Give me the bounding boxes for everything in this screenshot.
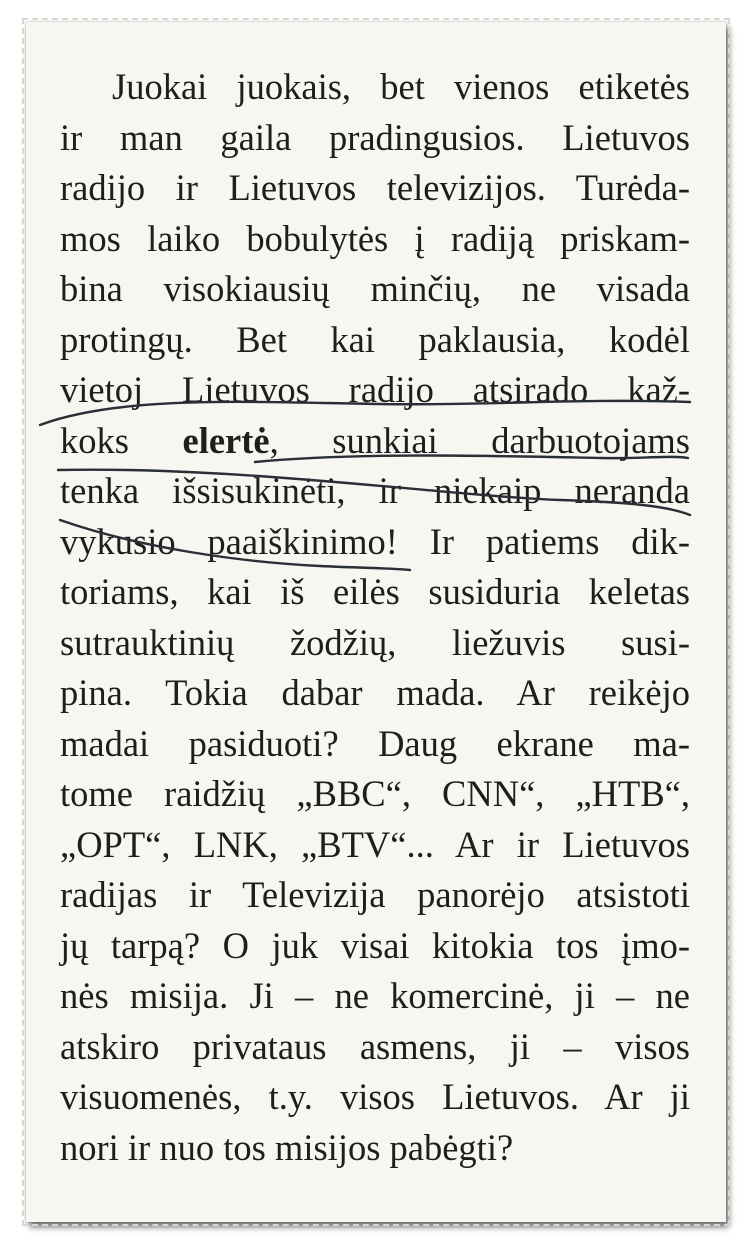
text-line: madai pasiduoti? Daug ekrane ma-: [60, 722, 690, 764]
text-line: sutrauktinių žodžių, liežuvis susi-: [60, 621, 690, 663]
text-line: Juokai juokais, bet vienos etiketės: [112, 66, 690, 107]
text-line: visuomenės, t.y. visos Lietuvos. Ar ji: [60, 1076, 690, 1117]
text-line: atskiro privataus asmens, ji – visos: [60, 1025, 690, 1067]
text-line: tome raidžių „BBC“, CNN“, „HTB“,: [60, 773, 690, 814]
text-line: pina. Tokia dabar mada. Ar reikėjo: [60, 672, 690, 713]
text-line: toriams, kai iš eilės susiduria keletas: [60, 571, 690, 612]
text-line: bina visokiausių minčių, ne visada: [60, 268, 690, 309]
text-line: „OPT“, LNK, „BTV“... Ar ir Lietuvos: [60, 823, 690, 865]
article-text: [60, 62, 690, 1173]
text-line: nės misija. Ji – ne komercinė, ji – ne: [60, 975, 690, 1016]
text-line: vietoj Lietuvos radijo atsirado kaž-: [60, 369, 690, 410]
text-line: radijo ir Lietuvos televizijos. Turėda-: [60, 167, 690, 208]
text-line: jų tarpą? O juk visai kitokia tos įmo-: [60, 924, 690, 966]
text-line: ir man gaila pradingusios. Lietuvos: [60, 116, 690, 158]
newspaper-clipping: [26, 22, 726, 1222]
text-line-with-bold-term: [60, 416, 690, 467]
text-line: protingų. Bet kai paklausia, kodėl: [60, 318, 690, 360]
text-line: tenka išsisukinėti, ir niekaip neranda: [60, 470, 690, 511]
text-fragment: , sunkiai darbuotojams: [269, 419, 690, 461]
text-line: vykusio paaiškinimo! Ir patiems dik-: [60, 520, 690, 562]
bold-term: elertė: [182, 419, 270, 461]
text-line: mos laiko bobulytės į radiją priskam-: [60, 217, 690, 259]
text-line: radijas ir Televizija panorėjo atsistoti: [60, 874, 690, 915]
text-fragment: koks: [60, 419, 183, 461]
text-line: nori ir nuo tos misijos pabėgti?: [60, 1126, 514, 1168]
